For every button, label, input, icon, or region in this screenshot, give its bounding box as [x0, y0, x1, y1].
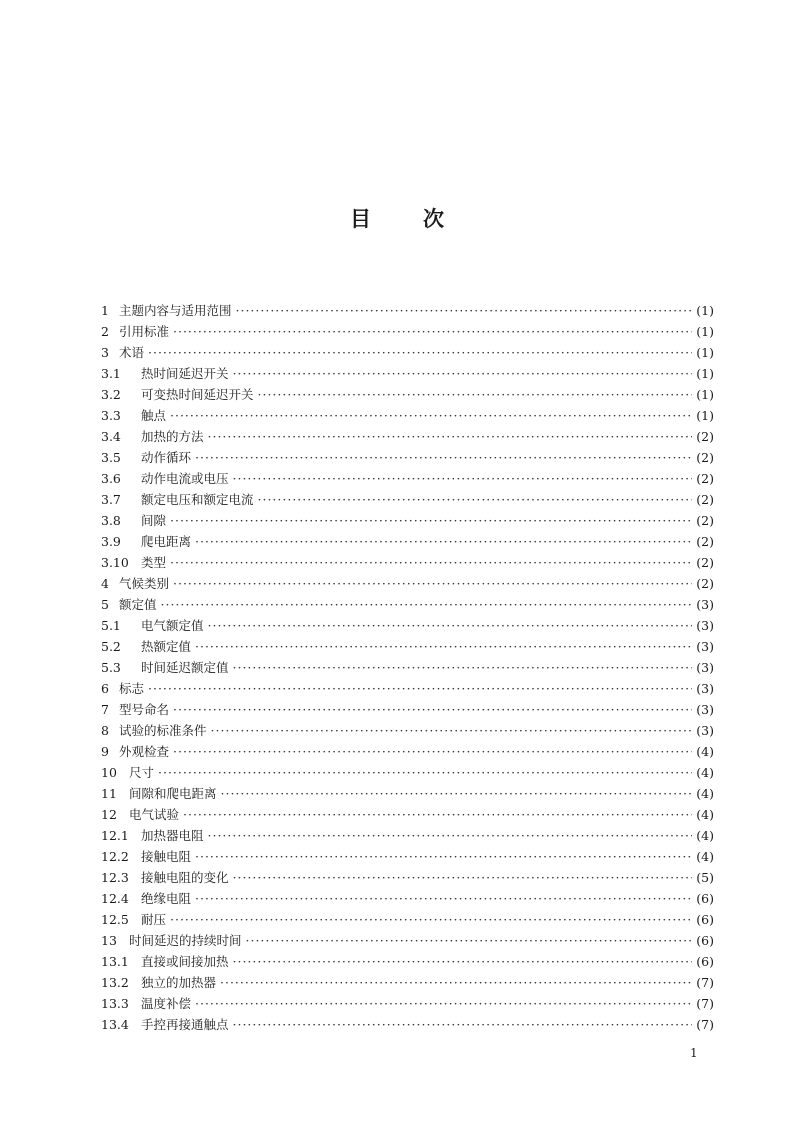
toc-entry[interactable] — [101, 699, 714, 720]
toc-entry-page: (7) — [696, 1017, 714, 1032]
toc-entry-title: 接触电阻的变化 — [141, 870, 229, 885]
toc-entry-title: 主题内容与适用范围 — [119, 303, 232, 318]
toc-leader-dots — [208, 825, 693, 846]
toc-leader-dots — [183, 804, 692, 825]
toc-entry-number: 5.3 — [101, 660, 121, 675]
toc-entry-title: 电气额定值 — [141, 618, 204, 633]
toc-leader-dots — [233, 657, 693, 678]
toc-leader-dots — [170, 510, 692, 531]
toc-entry[interactable] — [101, 531, 714, 552]
toc-entry[interactable] — [101, 489, 714, 510]
toc-entry-number: 3.9 — [101, 534, 121, 549]
toc-entry-title: 外观检查 — [119, 744, 170, 759]
toc-entry-number: 5.2 — [101, 639, 121, 654]
toc-entry[interactable] — [101, 741, 714, 762]
toc-entry-title: 独立的加热器 — [141, 975, 217, 990]
toc-entry-title: 直接或间接加热 — [141, 954, 229, 969]
toc-entry-title: 引用标准 — [119, 324, 170, 339]
toc-entry-page: (3) — [696, 618, 714, 633]
table-of-contents — [101, 300, 714, 1035]
toc-entry-number: 3.8 — [101, 513, 121, 528]
toc-entry[interactable] — [101, 972, 714, 993]
toc-entry-page: (2) — [696, 555, 714, 570]
toc-entry-page: (7) — [696, 996, 714, 1011]
toc-leader-dots — [173, 573, 692, 594]
toc-leader-dots — [236, 300, 693, 321]
toc-entry-page: (1) — [696, 408, 714, 423]
toc-entry-title: 温度补偿 — [141, 996, 192, 1011]
toc-entry[interactable] — [101, 888, 714, 909]
toc-entry[interactable] — [101, 678, 714, 699]
toc-leader-dots — [148, 342, 692, 363]
toc-entry-page: (3) — [696, 660, 714, 675]
toc-entry-number: 9 — [101, 744, 109, 759]
toc-entry-title: 额定电压和额定电流 — [141, 492, 254, 507]
toc-entry-title: 动作电流或电压 — [141, 471, 229, 486]
toc-entry-title: 手控再接通触点 — [141, 1017, 229, 1032]
toc-entry-title: 型号命名 — [119, 702, 170, 717]
toc-entry-title: 绝缘电阻 — [141, 891, 192, 906]
toc-leader-dots — [195, 993, 692, 1014]
toc-entry-title: 气候类别 — [119, 576, 170, 591]
toc-entry[interactable] — [101, 384, 714, 405]
toc-leader-dots — [233, 363, 693, 384]
toc-entry-title: 动作循环 — [141, 450, 192, 465]
toc-entry-title: 爬电距离 — [141, 534, 192, 549]
toc-leader-dots — [195, 636, 692, 657]
toc-entry-title: 加热的方法 — [141, 429, 204, 444]
toc-entry-title: 额定值 — [119, 597, 157, 612]
toc-entry-page: (3) — [696, 639, 714, 654]
toc-entry[interactable] — [101, 510, 714, 531]
title-char-1: 目 — [350, 207, 371, 231]
toc-leader-dots — [211, 720, 693, 741]
toc-leader-dots — [195, 531, 692, 552]
toc-entry-number: 3.1 — [101, 366, 121, 381]
toc-entry[interactable] — [101, 615, 714, 636]
toc-entry-page: (2) — [696, 429, 714, 444]
toc-leader-dots — [173, 741, 692, 762]
toc-leader-dots — [195, 888, 692, 909]
page-title — [0, 203, 794, 233]
toc-leader-dots — [173, 699, 692, 720]
toc-entry-number: 11 — [101, 786, 117, 801]
toc-entry-number: 5 — [101, 597, 109, 612]
toc-leader-dots — [195, 846, 692, 867]
toc-entry-title: 加热器电阻 — [141, 828, 204, 843]
toc-entry-number: 3.3 — [101, 408, 121, 423]
toc-entry-number: 13.2 — [101, 975, 129, 990]
toc-leader-dots — [158, 762, 692, 783]
toc-entry-title: 时间延迟的持续时间 — [129, 933, 242, 948]
toc-entry-number: 13.1 — [101, 954, 129, 969]
toc-leader-dots — [148, 678, 692, 699]
toc-leader-dots — [233, 867, 693, 888]
toc-entry-number: 5.1 — [101, 618, 121, 633]
toc-entry-title: 热时间延迟开关 — [141, 366, 229, 381]
toc-entry-number: 3 — [101, 345, 109, 360]
toc-entry-number: 3.10 — [101, 555, 129, 570]
toc-entry-page: (6) — [696, 933, 714, 948]
toc-entry-number: 10 — [101, 765, 117, 780]
toc-entry-title: 电气试验 — [129, 807, 180, 822]
toc-entry-page: (2) — [696, 492, 714, 507]
toc-entry[interactable] — [101, 846, 714, 867]
title-char-2: 次 — [423, 207, 444, 231]
toc-entry-page: (4) — [696, 744, 714, 759]
toc-entry[interactable] — [101, 300, 714, 321]
toc-entry[interactable] — [101, 405, 714, 426]
toc-entry-page: (3) — [696, 597, 714, 612]
toc-entry[interactable] — [101, 762, 714, 783]
toc-leader-dots — [170, 405, 692, 426]
toc-entry-page: (4) — [696, 828, 714, 843]
toc-entry-number: 12.1 — [101, 828, 129, 843]
toc-leader-dots — [221, 783, 693, 804]
page-number: 1 — [690, 1046, 698, 1060]
toc-leader-dots — [173, 321, 692, 342]
toc-entry-number: 2 — [101, 324, 109, 339]
toc-entry-number: 3.5 — [101, 450, 121, 465]
toc-entry-number: 12 — [101, 807, 117, 822]
toc-entry[interactable] — [101, 447, 714, 468]
toc-entry-number: 13 — [101, 933, 117, 948]
toc-entry-page: (4) — [696, 786, 714, 801]
toc-entry-title: 触点 — [141, 408, 167, 423]
toc-entry-page: (2) — [696, 576, 714, 591]
toc-leader-dots — [233, 951, 693, 972]
toc-entry[interactable] — [101, 363, 714, 384]
toc-leader-dots — [208, 426, 693, 447]
toc-entry-title: 耐压 — [141, 912, 167, 927]
toc-leader-dots — [258, 489, 693, 510]
toc-entry-number: 7 — [101, 702, 109, 717]
toc-entry-page: (6) — [696, 912, 714, 927]
toc-entry-number: 12.3 — [101, 870, 129, 885]
toc-entry-page: (3) — [696, 681, 714, 696]
toc-entry-title: 尺寸 — [129, 765, 155, 780]
toc-entry[interactable] — [101, 321, 714, 342]
toc-entry-page: (6) — [696, 891, 714, 906]
toc-entry-page: (7) — [696, 975, 714, 990]
toc-leader-dots — [246, 930, 693, 951]
toc-entry-page: (4) — [696, 849, 714, 864]
toc-leader-dots — [220, 972, 692, 993]
toc-entry[interactable] — [101, 909, 714, 930]
toc-entry-title: 时间延迟额定值 — [141, 660, 229, 675]
toc-entry-number: 12.2 — [101, 849, 129, 864]
toc-entry[interactable] — [101, 426, 714, 447]
toc-leader-dots — [233, 468, 693, 489]
toc-entry[interactable] — [101, 783, 714, 804]
toc-entry-number: 8 — [101, 723, 109, 738]
toc-entry-page: (6) — [696, 954, 714, 969]
toc-entry[interactable] — [101, 594, 714, 615]
toc-entry-number: 12.5 — [101, 912, 129, 927]
toc-entry-page: (2) — [696, 471, 714, 486]
toc-entry-number: 13.3 — [101, 996, 129, 1011]
toc-entry-number: 1 — [101, 303, 109, 318]
toc-entry-title: 间隙和爬电距离 — [129, 786, 217, 801]
toc-entry[interactable] — [101, 993, 714, 1014]
toc-entry-page: (1) — [696, 303, 714, 318]
toc-entry-number: 6 — [101, 681, 109, 696]
toc-entry-title: 试验的标准条件 — [119, 723, 207, 738]
toc-entry-title: 接触电阻 — [141, 849, 192, 864]
toc-entry-title: 类型 — [141, 555, 167, 570]
toc-leader-dots — [170, 909, 692, 930]
toc-entry-page: (1) — [696, 387, 714, 402]
toc-entry[interactable] — [101, 573, 714, 594]
toc-entry[interactable] — [101, 951, 714, 972]
toc-entry[interactable] — [101, 657, 714, 678]
toc-entry[interactable] — [101, 636, 714, 657]
toc-entry-number: 4 — [101, 576, 109, 591]
toc-entry-page: (2) — [696, 450, 714, 465]
toc-entry[interactable] — [101, 468, 714, 489]
toc-leader-dots — [170, 552, 692, 573]
toc-leader-dots — [208, 615, 693, 636]
toc-leader-dots — [233, 1014, 693, 1035]
toc-entry-title: 热额定值 — [141, 639, 192, 654]
toc-entry-page: (2) — [696, 513, 714, 528]
toc-entry[interactable] — [101, 867, 714, 888]
toc-entry-page: (3) — [696, 702, 714, 717]
toc-entry-title: 间隙 — [141, 513, 167, 528]
toc-leader-dots — [195, 447, 692, 468]
toc-entry-title: 可变热时间延迟开关 — [141, 387, 254, 402]
toc-entry-number: 12.4 — [101, 891, 129, 906]
toc-entry-number: 3.7 — [101, 492, 121, 507]
toc-entry-number: 3.4 — [101, 429, 121, 444]
toc-entry-title: 术语 — [119, 345, 145, 360]
toc-entry-number: 3.2 — [101, 387, 121, 402]
toc-entry-page: (1) — [696, 324, 714, 339]
toc-entry-page: (4) — [696, 807, 714, 822]
toc-entry-page: (4) — [696, 765, 714, 780]
toc-entry-number: 13.4 — [101, 1017, 129, 1032]
toc-leader-dots — [258, 384, 693, 405]
toc-entry-title: 标志 — [119, 681, 145, 696]
toc-entry-page: (2) — [696, 534, 714, 549]
toc-entry[interactable] — [101, 342, 714, 363]
toc-entry[interactable] — [101, 825, 714, 846]
toc-entry[interactable] — [101, 720, 714, 741]
toc-entry[interactable] — [101, 552, 714, 573]
toc-entry-number: 3.6 — [101, 471, 121, 486]
toc-entry-page: (1) — [696, 345, 714, 360]
toc-leader-dots — [161, 594, 693, 615]
toc-entry[interactable] — [101, 930, 714, 951]
toc-entry-page: (3) — [696, 723, 714, 738]
toc-entry[interactable] — [101, 1014, 714, 1035]
toc-entry-page: (5) — [696, 870, 714, 885]
toc-entry-page: (1) — [696, 366, 714, 381]
toc-entry[interactable] — [101, 804, 714, 825]
